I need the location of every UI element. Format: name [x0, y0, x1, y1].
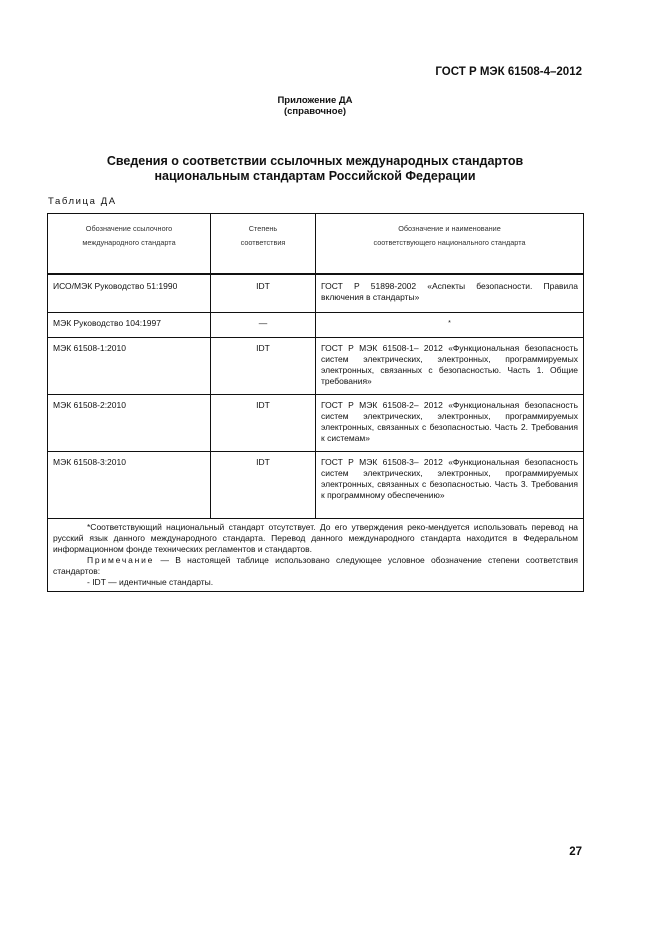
header-national-standard	[316, 214, 584, 275]
table-row	[48, 338, 584, 395]
header-ref-standard	[48, 214, 211, 275]
cell-degree: IDT	[211, 338, 316, 395]
document-code-header: ГОСТ Р МЭК 61508-4–2012	[435, 66, 582, 78]
section-title	[0, 154, 630, 184]
table-row	[48, 452, 584, 519]
section-title-line-1: Сведения о соответствии ссылочных международных стандартов	[106, 154, 524, 168]
cell-national: *	[316, 313, 584, 338]
cell-national: ГОСТ Р МЭК 61508-1– 2012 «Функциональная безопасность систем электрических, электронных, программируемых электронных, связанных с безопасностью. Часть 1. Общие требования»	[316, 338, 584, 395]
table-row	[48, 274, 584, 313]
cell-ref: МЭК 61508-1:2010	[48, 338, 211, 395]
table-footnote: *Соответствующий национальный стандарт отсутствует. До его утверждения реко-мендуется использовать перевод на русский язык данного международного стандарта. Перевод данного международного стандарта находится в Федеральном информационном фонде технических регламентов и стандартов.	[53, 522, 578, 554]
note-text: — В настоящей таблице использовано следующее условное обозначение степени соответствия стандартов:	[53, 555, 578, 576]
header-degree-line-2: соответствия	[240, 238, 286, 247]
header-ref-line-1: Обозначение ссылочного	[85, 224, 173, 233]
appendix-title: Приложение ДА	[277, 95, 353, 106]
cell-degree: IDT	[211, 452, 316, 519]
header-national-line-1: Обозначение и наименование	[398, 224, 501, 233]
note-label: Примечание	[87, 555, 155, 565]
appendix-subtitle: (справочное)	[283, 106, 347, 117]
table-notes	[48, 519, 584, 592]
cell-national: ГОСТ Р МЭК 61508-3– 2012 «Функциональная безопасность систем электрических, электронных, программируемых электронных, связанных с безопасностью. Часть 3. Требования к программному обеспечению»	[316, 452, 584, 519]
appendix-heading	[0, 95, 630, 117]
header-degree-line-1: Степень	[248, 224, 278, 233]
cell-ref: МЭК Руководство 104:1997	[48, 313, 211, 338]
header-ref-line-2: международного стандарта	[82, 238, 176, 247]
cell-national: ГОСТ Р 51898-2002 «Аспекты безопасности. Правила включения в стандарты»	[316, 274, 584, 313]
table-row	[48, 313, 584, 338]
section-title-line-2: национальным стандартам Российской Федерации	[154, 169, 476, 183]
cell-degree: —	[211, 313, 316, 338]
cell-degree: IDT	[211, 274, 316, 313]
table-note	[53, 555, 578, 577]
cell-national: ГОСТ Р МЭК 61508-2– 2012 «Функциональная безопасность систем электрических, электронных, программируемых электронных, связанных с безопасностью. Часть 2. Требования к системам»	[316, 395, 584, 452]
cell-ref: ИСО/МЭК Руководство 51:1990	[48, 274, 211, 313]
header-national-line-2: соответствующего национального стандарта	[373, 238, 526, 247]
table-caption: Таблица ДА	[48, 196, 117, 207]
note-item: - IDT — идентичные стандарты.	[87, 577, 214, 587]
correspondence-table	[47, 213, 584, 592]
table-header-row	[48, 214, 584, 275]
header-degree	[211, 214, 316, 275]
table-row	[48, 395, 584, 452]
cell-ref: МЭК 61508-2:2010	[48, 395, 211, 452]
cell-ref: МЭК 61508-3:2010	[48, 452, 211, 519]
page-number: 27	[569, 846, 582, 858]
table-notes-row	[48, 519, 584, 592]
cell-degree: IDT	[211, 395, 316, 452]
